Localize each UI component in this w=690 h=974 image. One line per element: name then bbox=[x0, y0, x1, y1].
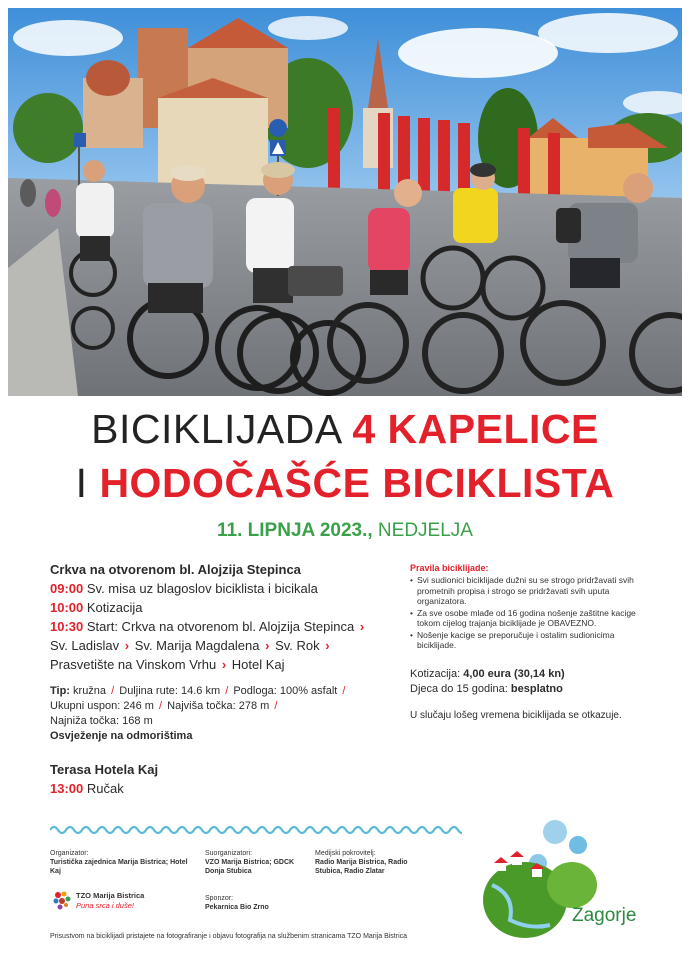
organizer-label: Organizator: bbox=[50, 850, 89, 857]
route-length-value: 14.6 km bbox=[181, 685, 221, 697]
refreshment-note: Osvježenje na odmorištima bbox=[50, 730, 193, 742]
route-slash: / bbox=[159, 700, 163, 712]
venue-heading-2: Terasa Hotela Kaj bbox=[50, 762, 159, 777]
start-text: Start: Crkva na otvorenom bl. Alojzija Stepinca bbox=[86, 619, 355, 634]
route-stop: Hotel Kaj bbox=[231, 657, 285, 672]
route-info bbox=[50, 684, 370, 729]
sponsor-label: Sponzor: bbox=[205, 895, 234, 902]
co-organizer-value: VZO Marija Bistrica; GDCK Donja Stubica bbox=[205, 859, 295, 875]
route-length-label: Duljina rute: bbox=[119, 685, 178, 697]
schedule-time: 09:00 bbox=[50, 581, 84, 596]
rules-heading: Pravila biciklijade: bbox=[410, 563, 489, 573]
route-stop: Sv. Ladislav bbox=[50, 638, 120, 653]
schedule-item-start bbox=[50, 617, 370, 674]
media-sponsor-label: Medijski pokrovitelj: bbox=[315, 850, 376, 857]
tzo-heart-icon bbox=[50, 889, 74, 913]
route-type-value: kružna bbox=[73, 685, 107, 697]
fee-label: Kotizacija: bbox=[410, 667, 461, 680]
sponsor-value: Pekarnica Bio Zrno bbox=[205, 904, 269, 911]
media-sponsor-value: Radio Marija Bistrica, Radio Stubica, Radio Zlatar bbox=[315, 859, 408, 875]
tzo-slogan: Puna srca i duše! bbox=[76, 901, 134, 910]
cyclists-photo bbox=[8, 8, 682, 396]
route-surface-value: 100% asfalt bbox=[279, 685, 338, 697]
route-slash: / bbox=[274, 700, 278, 712]
route-type-label: Tip: bbox=[50, 685, 70, 697]
tzo-name: TZO Marija Bistrica bbox=[76, 891, 145, 900]
route-min-label: Najniža točka: bbox=[50, 715, 120, 727]
title-red-part-1: 4 KAPELICE bbox=[352, 406, 599, 452]
schedule-item bbox=[50, 579, 370, 598]
schedule-column bbox=[50, 560, 370, 798]
photo-consent-notice: Prisustvom na biciklijadi pristajete na fotografiranje i objavu fotografija na službenim stranicama TZO Marija Bistrica bbox=[50, 933, 408, 940]
organizer-value: Turistička zajednica Marija Bistrica; Hotel Kaj bbox=[50, 859, 188, 875]
rule-item: • Svi sudionici biciklijade dužni su se strogo pridržavati svih prometnih propisa i strogo se pridržavati svih uputa organizatora. bbox=[410, 575, 650, 607]
route-stop: Sv. Rok bbox=[275, 638, 320, 653]
event-title-line-1 bbox=[0, 406, 690, 453]
photo-scene bbox=[8, 8, 682, 396]
media-sponsor-block bbox=[315, 849, 435, 876]
route-separator: › bbox=[124, 638, 130, 653]
schedule-item bbox=[50, 598, 370, 617]
organizer-block bbox=[50, 849, 190, 876]
route-stop: Prasvetište na Vinskom Vrhu bbox=[50, 657, 217, 672]
kids-fee-value: besplatno bbox=[510, 682, 563, 695]
event-title-line-2 bbox=[0, 460, 690, 507]
route-separator: › bbox=[359, 619, 365, 634]
event-date-value: 11. LIPNJA 2023., bbox=[217, 520, 373, 541]
route-min-value: 168 m bbox=[122, 715, 153, 727]
rules-column bbox=[410, 562, 650, 721]
co-organizer-block bbox=[205, 849, 315, 876]
title-dark-part-1: BICIKLIJADA bbox=[91, 406, 341, 452]
title-red-part-2: HODOČAŠĆE BICIKLISTA bbox=[99, 460, 615, 506]
schedule-time: 10:30 bbox=[50, 619, 84, 634]
fees bbox=[410, 667, 650, 697]
route-slash: / bbox=[342, 685, 346, 697]
title-dark-part-2: I bbox=[75, 460, 88, 506]
route-slash: / bbox=[225, 685, 229, 697]
route-max-label: Najviša točka: bbox=[167, 700, 236, 712]
route-climb-label: Ukupni uspon: bbox=[50, 700, 121, 712]
route-separator: › bbox=[221, 657, 227, 672]
schedule-text: Kotizacija bbox=[86, 600, 143, 615]
kids-fee-label: Djeca do 15 godina: bbox=[410, 682, 508, 695]
schedule-time: 10:00 bbox=[50, 600, 84, 615]
schedule-time: 13:00 bbox=[50, 781, 84, 796]
event-date bbox=[0, 520, 690, 542]
schedule-text: Sv. misa uz blagoslov biciklista i bicikala bbox=[86, 581, 318, 596]
event-weekday: NEDJELJA bbox=[377, 520, 473, 541]
kids-fee-line bbox=[410, 682, 650, 697]
route-separator: › bbox=[325, 638, 330, 653]
fee-line bbox=[410, 667, 650, 682]
sponsor-block bbox=[205, 894, 315, 912]
route-stop: Sv. Marija Magdalena bbox=[134, 638, 260, 653]
route-climb-value: 246 m bbox=[123, 700, 154, 712]
wave-divider bbox=[50, 824, 462, 836]
ambulanta-sign bbox=[74, 133, 86, 147]
tzo-logo bbox=[50, 889, 170, 919]
route-max-value: 278 m bbox=[238, 700, 270, 712]
fee-value: 4,00 eura (30,14 kn) bbox=[463, 667, 565, 680]
schedule-item-lunch bbox=[50, 779, 370, 798]
route-slash: / bbox=[111, 685, 115, 697]
route-separator: › bbox=[265, 638, 270, 653]
schedule-text: Ručak bbox=[86, 781, 124, 796]
weather-cancellation-note: U slučaju lošeg vremena biciklijada se otkazuje. bbox=[410, 709, 622, 721]
co-organizer-label: Suorganizatori: bbox=[205, 850, 253, 857]
route-surface-label: Podloga: bbox=[233, 685, 277, 697]
zagorje-wordmark: Zagorje bbox=[572, 905, 637, 926]
zagorje-bubble-icon bbox=[543, 820, 567, 844]
rules-list bbox=[410, 575, 650, 651]
rule-item: • Za sve osobe mlađe od 16 godina nošenje zaštitne kacige tokom cijelog trajanja biciklijade je OBAVEZNO. bbox=[410, 608, 650, 629]
venue-heading-1: Crkva na otvorenom bl. Alojzija Stepinca bbox=[50, 562, 301, 577]
rule-item: • Nošenje kacige se preporučuje i ostalim sudionicima biciklijade. bbox=[410, 630, 650, 651]
